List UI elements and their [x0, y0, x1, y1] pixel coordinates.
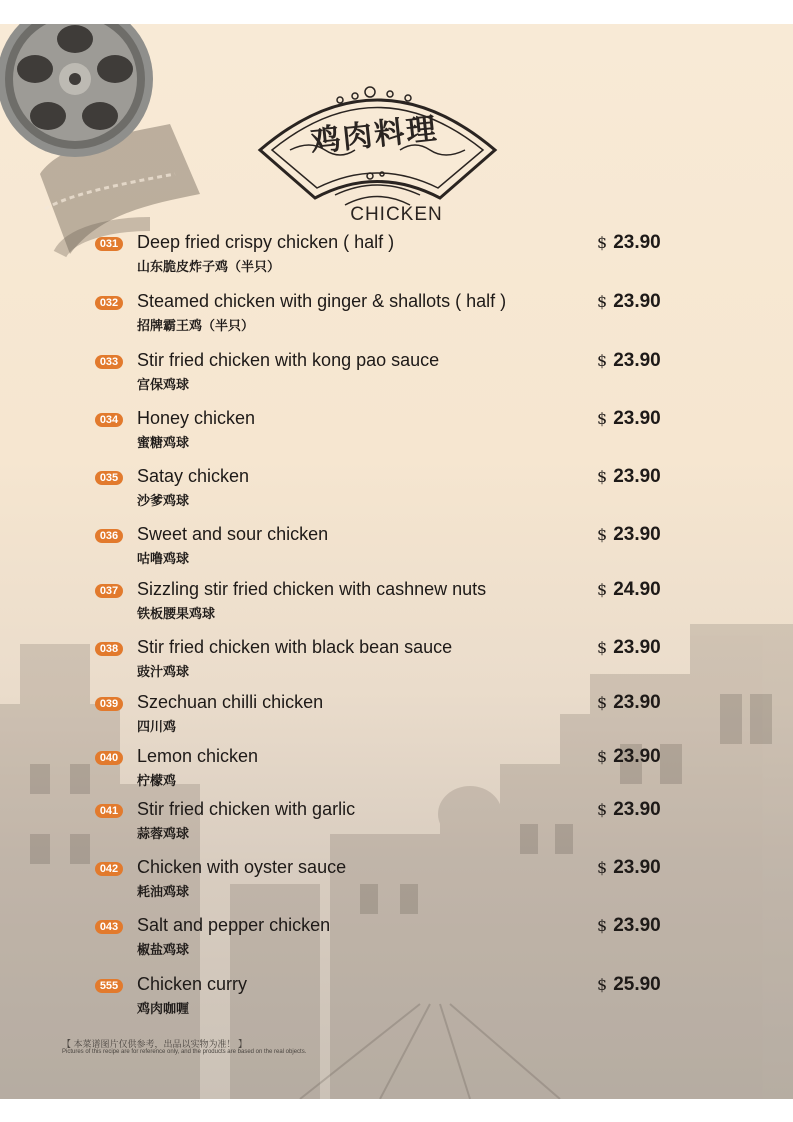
- item-price: [597, 692, 661, 714]
- item-number-badge: 036: [95, 529, 123, 543]
- item-name-chinese: 招牌霸王鸡（半只）: [137, 318, 255, 333]
- currency-symbol: $: [597, 858, 608, 877]
- item-price: [597, 524, 661, 546]
- item-number-badge: 031: [95, 237, 123, 251]
- price-value: 25.90: [613, 974, 661, 995]
- menu-item: [95, 692, 675, 745]
- menu-item: [95, 524, 675, 577]
- currency-symbol: $: [597, 351, 608, 370]
- item-name-english: Salt and pepper chicken: [137, 915, 331, 935]
- item-number-badge: 035: [95, 471, 123, 485]
- currency-symbol: $: [597, 525, 608, 544]
- item-number-badge: 039: [95, 697, 123, 711]
- item-name-chinese: 四川鸡: [137, 719, 177, 734]
- item-name-chinese: 耗油鸡球: [137, 884, 190, 899]
- item-name-chinese: 山东脆皮炸子鸡（半只）: [137, 259, 281, 274]
- price-value: 23.90: [613, 350, 661, 371]
- item-name-english: Steamed chicken with ginger & shallots ( half ): [137, 291, 507, 311]
- menu-item: [95, 408, 675, 461]
- item-name-english: Stir fried chicken with black bean sauce: [137, 637, 453, 657]
- currency-symbol: $: [597, 975, 608, 994]
- price-value: 24.90: [613, 579, 661, 600]
- item-price: [597, 799, 661, 821]
- currency-symbol: $: [597, 233, 608, 252]
- disclaimer-english: Pictures of this recipe are for reference only, and the products are based on the real objects.: [62, 1049, 307, 1055]
- item-name-english: Deep fried crispy chicken ( half ): [137, 232, 395, 252]
- menu-item: [95, 350, 675, 403]
- currency-symbol: $: [597, 409, 608, 428]
- price-value: 23.90: [613, 524, 661, 545]
- price-value: 23.90: [613, 746, 661, 767]
- item-name-chinese: 豉汁鸡球: [137, 664, 190, 679]
- item-name-chinese: 柠檬鸡: [137, 773, 177, 788]
- currency-symbol: $: [597, 800, 608, 819]
- menu-item: [95, 974, 675, 1027]
- item-number-badge: 041: [95, 804, 123, 818]
- item-number-badge: 042: [95, 862, 123, 876]
- item-name-chinese: 沙爹鸡球: [137, 493, 190, 508]
- currency-symbol: $: [597, 747, 608, 766]
- item-name-chinese: 宫保鸡球: [137, 377, 190, 392]
- menu-item: [95, 291, 675, 344]
- item-price: [597, 746, 661, 768]
- item-number-badge: 032: [95, 296, 123, 310]
- price-value: 23.90: [613, 637, 661, 658]
- item-price: [597, 637, 661, 659]
- menu-item: [95, 232, 675, 285]
- item-name-english: Sweet and sour chicken: [137, 524, 329, 544]
- menu-item: [95, 637, 675, 690]
- item-name-english: Chicken with oyster sauce: [137, 857, 347, 877]
- price-value: 23.90: [613, 291, 661, 312]
- menu-item: [95, 579, 675, 632]
- item-name-english: Satay chicken: [137, 466, 250, 486]
- price-value: 23.90: [613, 857, 661, 878]
- currency-symbol: $: [597, 580, 608, 599]
- item-name-chinese: 椒盐鸡球: [137, 942, 190, 957]
- title-english: CHICKEN: [350, 204, 443, 225]
- currency-symbol: $: [597, 638, 608, 657]
- item-number-badge: 040: [95, 751, 123, 765]
- item-number-badge: 037: [95, 584, 123, 598]
- item-name-english: Stir fried chicken with kong pao sauce: [137, 350, 440, 370]
- currency-symbol: $: [597, 467, 608, 486]
- item-name-chinese: 咕噜鸡球: [137, 551, 190, 566]
- item-price: [597, 232, 661, 254]
- item-name-chinese: 蒜蓉鸡球: [137, 826, 190, 841]
- item-number-badge: 043: [95, 920, 123, 934]
- item-number-badge: 038: [95, 642, 123, 656]
- title-chinese: 鸡肉料理: [308, 111, 440, 160]
- item-price: [597, 857, 661, 879]
- price-value: 23.90: [613, 692, 661, 713]
- item-name-english: Sizzling stir fried chicken with cashnew nuts: [137, 579, 487, 599]
- item-number-badge: 034: [95, 413, 123, 427]
- item-price: [597, 466, 661, 488]
- item-price: [597, 350, 661, 372]
- menu-item: [95, 799, 675, 852]
- currency-symbol: $: [597, 693, 608, 712]
- item-name-chinese: 鸡肉咖喱: [137, 1001, 190, 1016]
- item-name-english: Lemon chicken: [137, 746, 259, 766]
- item-name-english: Honey chicken: [137, 408, 256, 428]
- item-price: [597, 579, 661, 601]
- currency-symbol: $: [597, 292, 608, 311]
- price-value: 23.90: [613, 408, 661, 429]
- item-number-badge: 033: [95, 355, 123, 369]
- price-value: 23.90: [613, 232, 661, 253]
- menu-item: [95, 746, 675, 799]
- item-number-badge: 555: [95, 979, 123, 993]
- item-name-chinese: 铁板腰果鸡球: [137, 606, 216, 621]
- price-value: 23.90: [613, 799, 661, 820]
- item-name-english: Chicken curry: [137, 974, 248, 994]
- item-price: [597, 291, 661, 313]
- item-name-english: Szechuan chilli chicken: [137, 692, 324, 712]
- item-name-chinese: 蜜糖鸡球: [137, 435, 190, 450]
- price-value: 23.90: [613, 466, 661, 487]
- price-value: 23.90: [613, 915, 661, 936]
- item-price: [597, 408, 661, 430]
- menu-item: [95, 466, 675, 519]
- item-name-english: Stir fried chicken with garlic: [137, 799, 356, 819]
- menu-item: [95, 857, 675, 910]
- item-price: [597, 915, 661, 937]
- disclaimer-chinese: 【 本菜谱图片仅供参考，出品以实物为准！ 】: [62, 1039, 248, 1049]
- menu-item: [95, 915, 675, 968]
- menu-page: [0, 24, 793, 1099]
- item-price: [597, 974, 661, 996]
- currency-symbol: $: [597, 916, 608, 935]
